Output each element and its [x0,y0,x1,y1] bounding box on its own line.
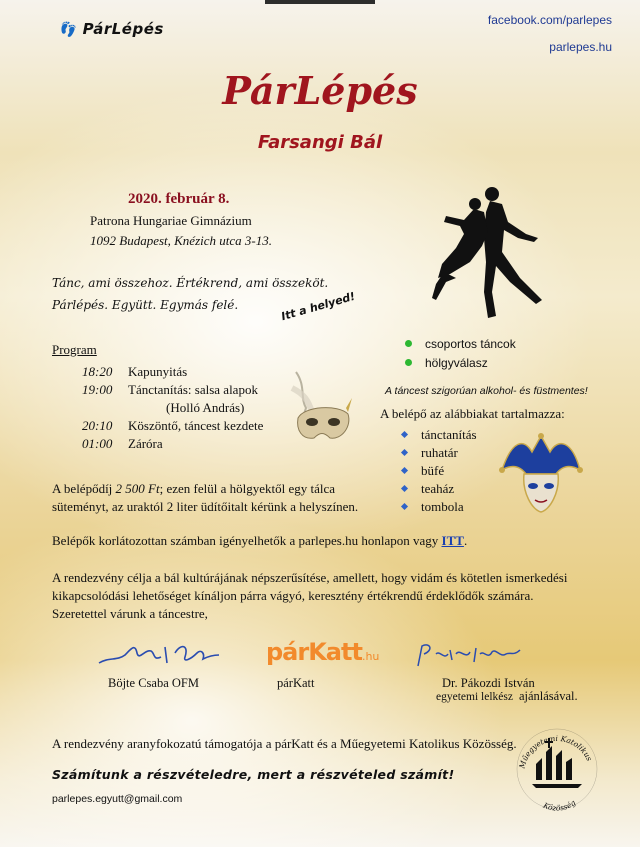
event-address: 1092 Budapest, Knézich utca 3-13. [90,233,272,248]
signer-3-title [436,689,578,704]
parkatt-logo [266,638,379,666]
program-row [82,382,258,398]
top-edge-bar [265,0,375,4]
green-bullet-icon [405,340,412,347]
slogan-line-2: Párlépés. Együtt. Egymás felé. [52,298,239,312]
included-label: tombola [421,499,464,514]
included-item [402,499,464,515]
jester-mask-icon [492,430,590,520]
program-row [166,400,244,416]
included-item [402,481,454,497]
alcohol-free-notice: A táncest szigorúan alkohol- és füstmentes! [385,385,588,397]
included-heading: A belépő az alábbiakat tartalmazza: [380,406,565,421]
included-item [402,463,444,479]
tickets-info [52,533,467,549]
blue-bullet-icon [401,467,408,474]
event-date: 2020. február 8. [128,191,230,207]
feature-item [405,337,516,351]
fee-amount: 2 500 Ft [115,481,160,496]
program-time: 18:20 [82,364,113,379]
venetian-mask-icon [286,368,356,450]
parkatt-logo-suffix: .hu [361,650,380,663]
event-venue: Patrona Hungariae Gimnázium [90,213,252,228]
program-text: Záróra [128,436,163,451]
handwritten-note: Itt a helyed! [279,289,357,324]
included-item [402,427,477,443]
green-bullet-icon [405,359,412,366]
parlepes-logo [58,20,164,38]
seal-text: Közösség [541,798,578,813]
included-label: tánctanítás [421,427,477,442]
community-seal-logo [512,724,602,814]
seal-text: Műegyetemi Katolikus [517,733,594,770]
program-text: Tánctanítás: salsa alapok [128,382,258,397]
program-time: 19:00 [82,382,113,397]
fee-text: A belépődíj [52,481,116,496]
recommendation-suffix: ajánlásával. [518,689,578,703]
page-title: PárLépés [222,68,418,113]
signer-3-role: egyetemi lelkész [436,691,513,703]
feature-item [405,356,488,370]
blue-bullet-icon [401,431,408,438]
page-subtitle: Farsangi Bál [257,132,383,153]
slogan-line-1: Tánc, ami összehoz. Értékrend, ami összeköt. [52,276,329,290]
signer-3-name: Dr. Pákozdi István [442,676,535,690]
signer-2-name: párKatt [277,676,315,690]
program-text: Kapunyitás [128,364,188,379]
program-time: 20:10 [82,418,113,433]
facebook-link[interactable]: facebook.com/parlepes [487,13,612,27]
sponsor-line: A rendezvény aranyfokozatú támogatója a párKatt és a Műegyetemi Katolikus Közösség. [52,736,517,751]
purpose-line-2: kikapcsolódási lehetőséget kínáljon párra vágyó, keresztény értékrendű érdeklődők számára. [52,588,534,603]
program-row [82,364,187,380]
program-heading: Program [52,342,97,357]
fee-line-1 [52,481,335,497]
logo-text: PárLépés [82,20,164,38]
included-item [402,445,458,461]
dancing-couple-icon [430,182,550,322]
closing-slogan: Számítunk a részvételedre, mert a részvételed számít! [52,767,455,782]
parkatt-logo-text: párKatt [266,638,362,666]
blue-bullet-icon [401,485,408,492]
program-text: (Holló András) [166,400,245,415]
signer-1-name: Böjte Csaba OFM [108,676,199,690]
blue-bullet-icon [401,449,408,456]
feature-label: csoportos táncok [425,337,516,351]
tickets-link[interactable]: ITT [441,533,464,548]
tickets-text: Belépők korlátozottan számban igényelhetők a parlepes.hu honlapon vagy [52,533,442,548]
tickets-end: . [463,533,468,548]
blue-bullet-icon [401,503,408,510]
pakozdi-signature [414,640,524,670]
included-label: teaház [421,481,455,496]
program-row [82,418,263,434]
included-label: ruhatár [421,445,458,460]
fee-line-2: süteményt, az uraktól 2 liter üdítőitalt kérünk a helyszínen. [52,499,359,514]
program-text: Köszöntő, táncest kezdete [128,418,264,433]
feature-label: hölgyválasz [425,356,488,370]
footprints-icon: 👣 [58,22,76,38]
website-link[interactable]: parlepes.hu [549,40,612,54]
invitation-line: Szeretettel várunk a táncestre, [52,606,208,621]
bojte-signature [95,635,225,671]
fee-text: ; ezen felül a hölgyektől egy tálca [159,481,336,496]
program-row [82,436,163,452]
program-time: 01:00 [82,436,113,451]
purpose-line-1: A rendezvény célja a bál kultúrájának népszerűsítése, amellett, hogy vidám és kötetlen ismerkedési [52,570,568,585]
included-label: büfé [421,463,445,478]
contact-email[interactable]: parlepes.egyutt@gmail.com [52,793,183,805]
